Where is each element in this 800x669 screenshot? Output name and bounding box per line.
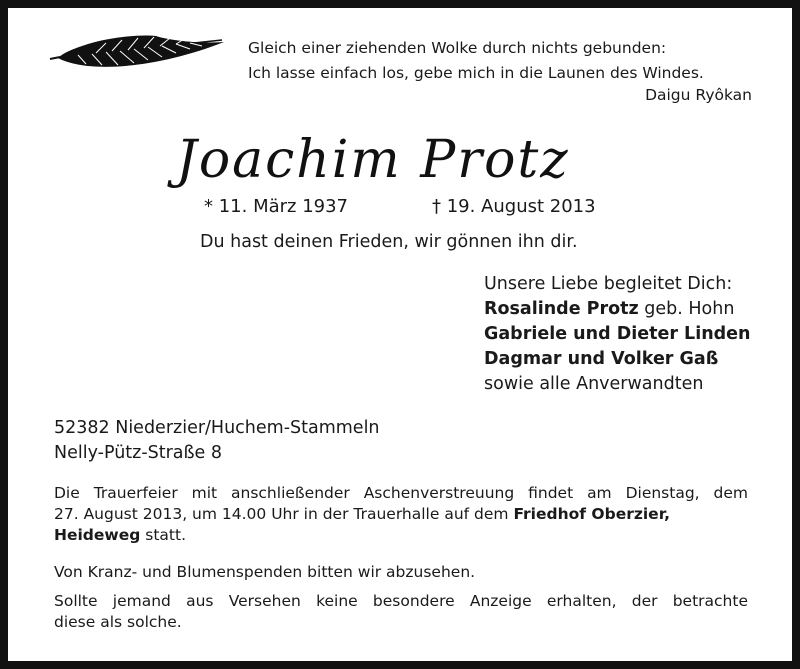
quote-line-2: Ich lasse einfach los, gebe mich in die Launen des Windes. <box>248 64 704 82</box>
ceremony-end: statt. <box>140 526 187 544</box>
farewell-line: Du hast deinen Frieden, wir gönnen ihn dir. <box>200 232 578 252</box>
address-street: Nelly-Pütz-Straße 8 <box>54 443 223 463</box>
mourners-outro: sowie alle Anverwandten <box>484 374 704 394</box>
deceased-name: Joachim Protz <box>176 130 570 190</box>
quote <box>248 36 704 86</box>
announcement-note <box>54 591 748 633</box>
note-line-2: diese als solche. <box>54 613 182 631</box>
mourner-1-name: Rosalinde Protz <box>484 299 639 319</box>
flowers-notice: Von Kranz- und Blumenspenden bitten wir abzusehen. <box>54 563 476 581</box>
birth-date: * 11. März 1937 <box>204 196 349 217</box>
mourner-2: Gabriele und Dieter Linden <box>484 324 751 344</box>
mourners-intro: Unsere Liebe begleitet Dich: <box>484 274 733 294</box>
note-line-1: Sollte jemand aus Versehen keine besondere Anzeige erhalten, der betrachte <box>54 592 748 610</box>
address-city: 52382 Niederzier/Huchem-Stammeln <box>54 418 380 438</box>
quote-line-1: Gleich einer ziehenden Wolke durch nichts gebunden: <box>248 39 667 57</box>
quote-author: Daigu Ryôkan <box>645 86 752 104</box>
ceremony-line-1: Die Trauerfeier mit anschließender Aschenverstreuung findet am Dienstag, dem <box>54 484 748 502</box>
address <box>54 416 380 466</box>
death-date: † 19. August 2013 <box>432 196 596 217</box>
ceremony-place-1: Friedhof Oberzier, <box>513 505 670 523</box>
ceremony-line-2: 27. August 2013, um 14.00 Uhr in der Trauerhalle auf dem <box>54 505 514 523</box>
mourners-list <box>484 272 751 397</box>
mourner-1 <box>484 297 751 322</box>
mourner-1-suffix: geb. Hohn <box>638 299 735 319</box>
ceremony-notice <box>54 483 748 546</box>
feather-icon <box>48 34 228 76</box>
mourner-3: Dagmar und Volker Gaß <box>484 349 719 369</box>
ceremony-place-2: Heideweg <box>54 526 141 544</box>
